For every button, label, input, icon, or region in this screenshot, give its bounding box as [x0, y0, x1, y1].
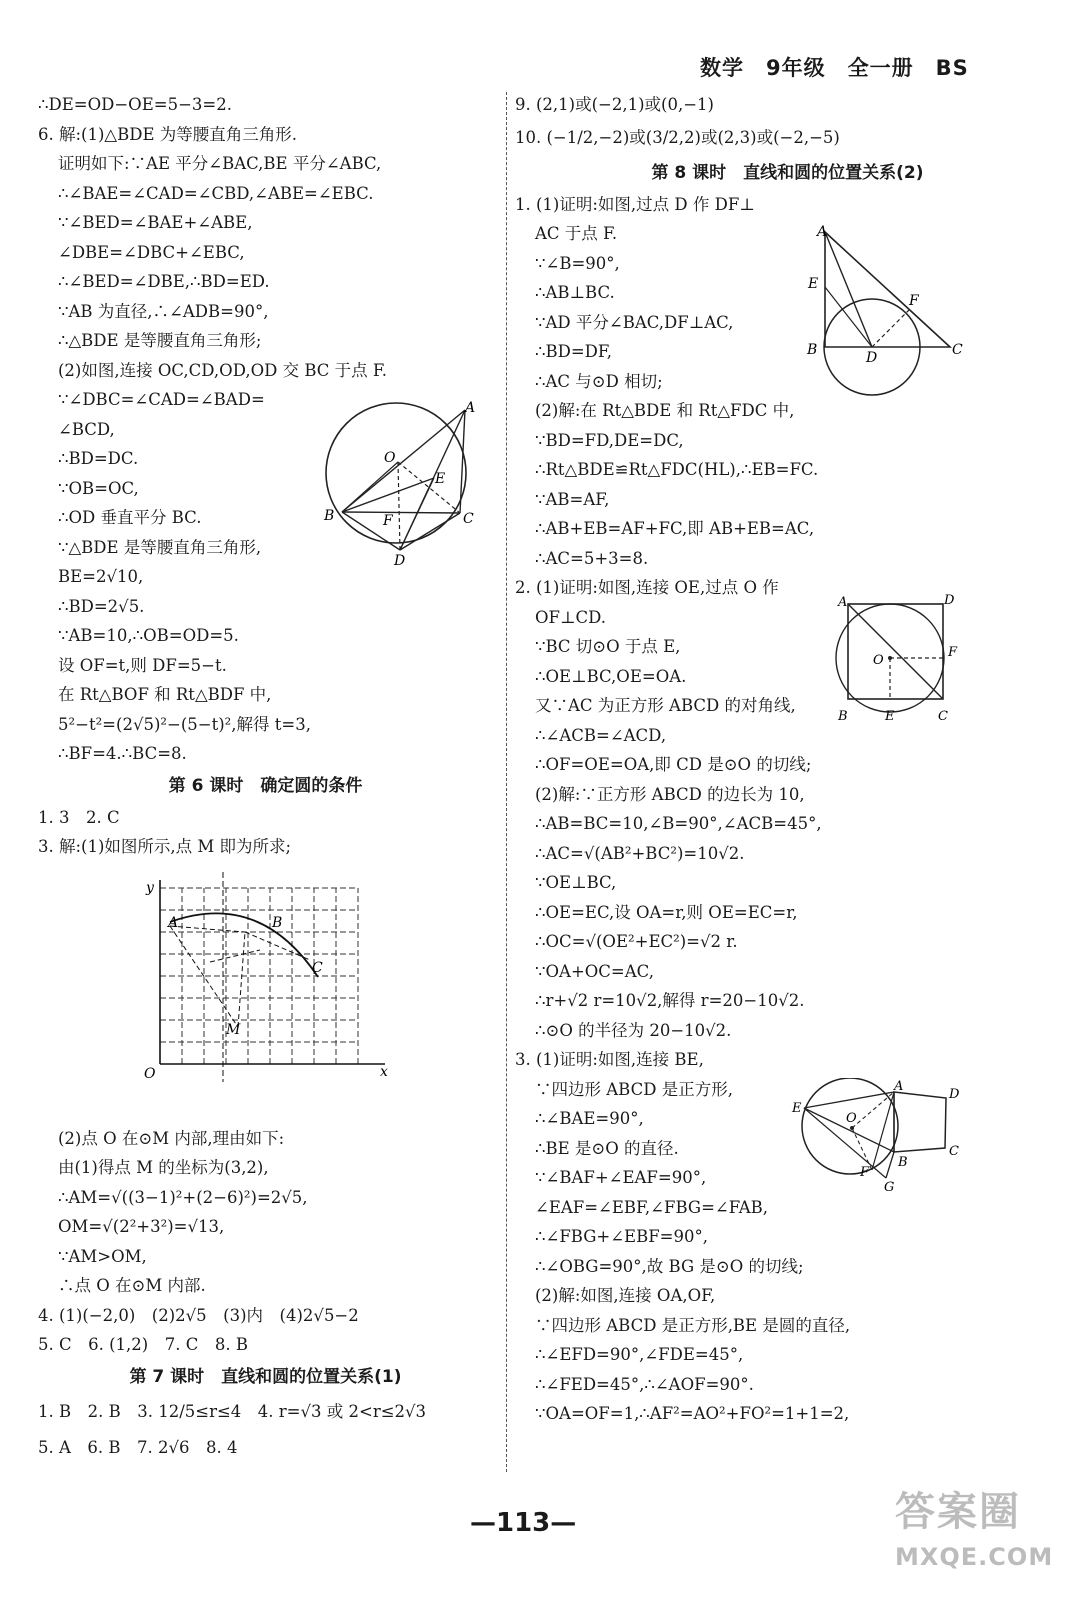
text-line: ∵BD=FD,DE=DC,: [535, 430, 684, 450]
fig-label: A: [894, 1079, 904, 1094]
fig-label: B: [898, 1155, 908, 1170]
circle-square-figure-r3: [790, 1078, 965, 1198]
text-line: ∴BD=2√5.: [58, 596, 145, 616]
fig-label: D: [949, 1087, 960, 1102]
text-line: (2)解:∵正方形 ABCD 的边长为 10,: [535, 784, 805, 804]
text-line: ∴OE⊥BC,OE=OA.: [535, 666, 687, 686]
text-line: ∵四边形 ABCD 是正方形,BE 是圆的直径,: [535, 1315, 851, 1335]
text-line: ∴AM=√((3−1)²+(2−6)²)=2√5,: [58, 1187, 308, 1207]
square-circle-figure-r2: [830, 592, 965, 727]
text-line: ∴BD=DC.: [58, 449, 139, 468]
text-line: (2)如图,连接 OC,CD,OD,OD 交 BC 于点 F.: [58, 360, 388, 380]
fig-label: C: [938, 709, 948, 724]
text-line: ∵OA+OC=AC,: [535, 961, 654, 981]
page-number: —113—: [470, 1508, 577, 1538]
fig-label: B: [324, 508, 335, 524]
fig-label: F: [860, 1165, 870, 1180]
text-line: ∴AB+EB=AF+FC,即 AB+EB=AC,: [535, 519, 815, 538]
text-line: BE=2√10,: [58, 567, 144, 586]
fig-label: A: [838, 595, 848, 610]
fig-label: D: [866, 350, 878, 366]
fig-label: F: [909, 293, 919, 309]
text-line: ∵OB=OC,: [58, 478, 139, 498]
column-divider: [506, 92, 507, 1472]
text-line: ∴∠FBG+∠EBF=90°,: [535, 1227, 708, 1246]
text-line: ∴Rt△BDE≌Rt△FDC(HL),∴EB=FC.: [535, 460, 819, 479]
fig-label: C: [463, 511, 474, 527]
text-line: OF⊥CD.: [535, 607, 607, 627]
text-line: 证明如下:∵AE 平分∠BAC,BE 平分∠ABC,: [58, 154, 382, 173]
text-line: 5. C 6. (1,2) 7. C 8. B: [38, 1335, 248, 1354]
fig-label: y: [146, 880, 154, 896]
triangle-circle-figure-r1: [805, 222, 970, 397]
text-line: ∴∠EFD=90°,∠FDE=45°,: [535, 1345, 744, 1364]
left-column: [38, 90, 493, 1466]
text-line: ∵AB=AF,: [535, 489, 610, 509]
text-line: ∴∠BAE=90°,: [535, 1109, 644, 1128]
text-line: ∴∠BED=∠DBE,∴BD=ED.: [58, 272, 270, 291]
grid-figure: [140, 872, 400, 1082]
section-title: 第 6 课时 确定圆的条件: [168, 775, 363, 796]
fig-label: C: [949, 1144, 959, 1159]
text-line: ∴∠FED=45°,∴∠AOF=90°.: [535, 1374, 754, 1394]
page-header: 数学 9年级 全一册 BS: [700, 56, 969, 80]
text-line: ∵四边形 ABCD 是正方形,: [535, 1079, 733, 1099]
text-line: 又∵AC 为正方形 ABCD 的对角线,: [535, 696, 796, 715]
text-line: ∴OC=√(OE²+EC²)=√2 r.: [535, 932, 738, 951]
text-line: ∴AB⊥BC.: [535, 283, 615, 302]
section-title: 第 7 课时 直线和圆的位置关系(1): [129, 1366, 402, 1387]
text-line: 1. (1)证明:如图,过点 D 作 DF⊥: [515, 194, 755, 214]
text-line: ∠DBE=∠DBC+∠EBC,: [58, 242, 245, 262]
fig-label: B: [838, 709, 848, 724]
text-line: OM=√(2²+3²)=√13,: [58, 1217, 225, 1236]
text-line: ∴OE=EC,设 OA=r,则 OE=EC=r,: [535, 902, 798, 922]
text-line: 3. (1)证明:如图,连接 BE,: [515, 1050, 704, 1069]
text-line: 1. B 2. B 3. 12/5≤r≤4 4. r=√3 或 2<r≤2√3: [38, 1401, 427, 1421]
fig-label: A: [168, 915, 179, 931]
fig-label: C: [952, 342, 963, 358]
fig-label: D: [394, 553, 406, 565]
text-line: ∴r+√2 r=10√2,解得 r=20−10√2.: [535, 991, 805, 1010]
fig-label: G: [884, 1180, 895, 1195]
text-line: ∵AM>OM,: [58, 1246, 147, 1266]
text-line: 9. (2,1)或(−2,1)或(0,−1): [515, 95, 714, 114]
text-line: ∵OE⊥BC,: [535, 873, 617, 892]
text-line: ∵OA=OF=1,∴AF²=AO²+FO²=1+1=2,: [535, 1404, 850, 1423]
fig-label: F: [383, 513, 393, 529]
text-line: ∵∠DBC=∠CAD=∠BAD=: [58, 390, 265, 409]
text-line: ∴∠BAE=∠CAD=∠CBD,∠ABE=∠EBC.: [58, 183, 374, 203]
fig-label: M: [226, 1022, 241, 1038]
text-line: ∴BE 是⊙O 的直径.: [535, 1138, 679, 1158]
watermark-title: 答案圈: [895, 1489, 1021, 1535]
text-line: 在 Rt△BOF 和 Rt△BDF 中,: [58, 685, 272, 704]
text-line: ∠BCD,: [58, 419, 115, 439]
text-line: ∴点 O 在⊙M 内部.: [58, 1276, 206, 1295]
text-line: AC 于点 F.: [535, 224, 618, 243]
text-line: 4. (1)(−2,0) (2)2√5 (3)内 (4)2√5−2: [38, 1305, 359, 1325]
text-line: ∴∠OBG=90°,故 BG 是⊙O 的切线;: [535, 1256, 804, 1276]
fig-label: O: [873, 653, 884, 668]
text-line: ∴OF=OE=OA,即 CD 是⊙O 的切线;: [535, 755, 812, 774]
fig-label: C: [312, 960, 323, 976]
text-line: ∵△BDE 是等腰直角三角形,: [58, 537, 262, 557]
fig-label: A: [817, 224, 828, 240]
fig-label: B: [272, 915, 283, 931]
text-line: ∵AD 平分∠BAC,DF⊥AC,: [535, 312, 734, 332]
text-line: 5²−t²=(2√5)²−(5−t)²,解得 t=3,: [58, 714, 311, 734]
fig-label: O: [384, 450, 396, 466]
text-line: ∴AC 与⊙D 相切;: [535, 371, 663, 391]
text-line: ∴DE=OD−OE=5−3=2.: [38, 95, 232, 114]
fig-label: E: [435, 471, 446, 487]
fig-label: B: [807, 342, 818, 358]
text-line: 1. 3 2. C: [38, 807, 120, 827]
text-line: 6. 解:(1)△BDE 为等腰直角三角形.: [38, 124, 297, 144]
watermark: [895, 1480, 1070, 1590]
text-line: ∴AB=BC=10,∠B=90°,∠ACB=45°,: [535, 814, 822, 833]
fig-label: A: [465, 400, 476, 416]
circle-figure-q6: [320, 390, 490, 565]
text-line: ∠EAF=∠EBF,∠FBG=∠FAB,: [535, 1197, 769, 1217]
text-line: ∵∠BED=∠BAE+∠ABE,: [58, 213, 253, 232]
fig-label: F: [948, 645, 958, 660]
text-line: 设 OF=t,则 DF=5−t.: [58, 655, 227, 675]
text-line: 10. (−1/2,−2)或(3/2,2)或(2,3)或(−2,−5): [515, 127, 840, 147]
text-line: ∴AC=5+3=8.: [535, 548, 649, 568]
text-line: ∴∠ACB=∠ACD,: [535, 725, 667, 745]
text-line: ∴△BDE 是等腰直角三角形;: [58, 331, 262, 350]
fig-label: E: [885, 709, 895, 724]
text-line: ∵BC 切⊙O 于点 E,: [535, 637, 681, 656]
text-line: ∴OD 垂直平分 BC.: [58, 508, 202, 527]
fig-label: x: [380, 1064, 388, 1080]
text-line: (2)点 O 在⊙M 内部,理由如下:: [58, 1128, 285, 1148]
section-title: 第 8 课时 直线和圆的位置关系(2): [651, 162, 924, 183]
text-line: ∴⊙O 的半径为 20−10√2.: [535, 1020, 732, 1040]
fig-label: E: [792, 1101, 802, 1116]
text-line: (2)解:在 Rt△BDE 和 Rt△FDC 中,: [535, 401, 795, 420]
text-line: ∵AB 为直径,∴∠ADB=90°,: [58, 301, 269, 321]
fig-label: O: [846, 1111, 857, 1126]
text-line: ∵∠B=90°,: [535, 253, 620, 273]
text-line: ∴BD=DF,: [535, 342, 613, 361]
text-line: (2)解:如图,连接 OA,OF,: [535, 1286, 716, 1305]
fig-label: E: [808, 276, 819, 292]
right-column: [515, 90, 1060, 1429]
text-line: 3. 解:(1)如图所示,点 M 即为所求;: [38, 837, 292, 856]
fig-label: O: [144, 1066, 156, 1082]
text-line: 2. (1)证明:如图,连接 OE,过点 O 作: [515, 578, 779, 597]
text-line: 由(1)得点 M 的坐标为(3,2),: [58, 1158, 269, 1177]
fig-label: D: [944, 593, 955, 608]
text-line: ∴BF=4.∴BC=8.: [58, 744, 187, 763]
text-line: ∵AB=10,∴OB=OD=5.: [58, 626, 239, 645]
watermark-url: MXQE.COM: [895, 1543, 1054, 1571]
text-line: 5. A 6. B 7. 2√6 8. 4: [38, 1437, 238, 1457]
text-line: ∴AC=√(AB²+BC²)=10√2.: [535, 843, 745, 863]
text-line: ∵∠BAF+∠EAF=90°,: [535, 1168, 707, 1187]
